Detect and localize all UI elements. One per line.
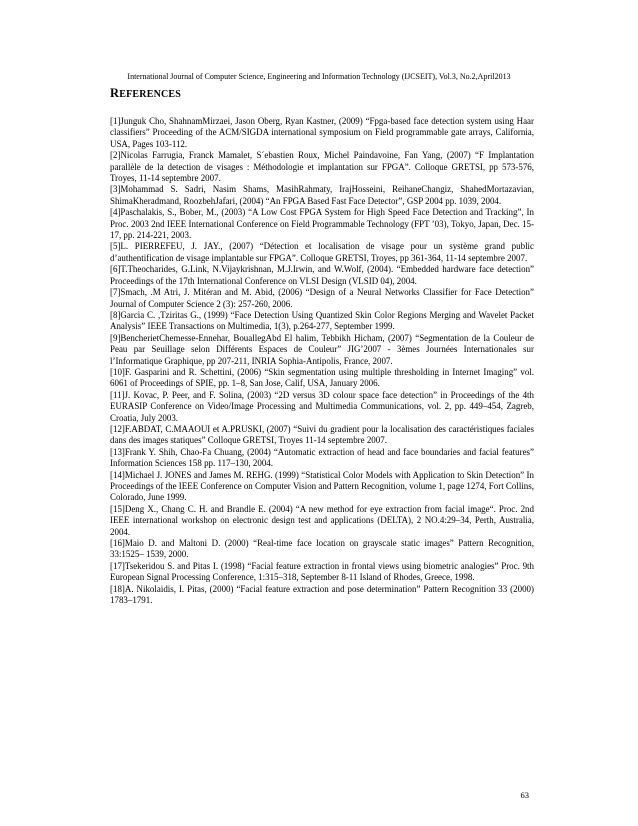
reference-item: [18]A. Nikolaidis, I. Pitas, (2000) “Facial feature extraction and pose determination” Pattern Recognition 33 (2000) 1783–1791. <box>110 583 534 606</box>
section-title-initial: R <box>110 86 120 100</box>
section-title-rest: EFERENCES <box>119 89 182 100</box>
reference-list <box>110 116 534 606</box>
reference-item: [8]Garcia C. ,Tziritas G., (1999) “Face Detection Using Quantized Skin Color Regions Merging and Wavelet Packet Analysis” IEEE Transactions on Multimedia, 1(3), p.264-277, September 1999. <box>110 309 534 332</box>
reference-item: [2]Nicolas Farrugia, Franck Mamalet, S´ebastien Roux, Michel Paindavoine, Fan Yang, (2007) “F Implantation parallèle de la detection de visages : Méthodologie et implantation sur FPGA”. Colloque GRETSI, pp 573-576, Troyes, 11-14 septembre 2007. <box>110 150 534 184</box>
reference-item: [7]Smach, .M Atri, J. Mitéran and M. Abid, (2006) “Design of a Neural Networks Classifier for Face Detection” Journal of Computer Science 2 (3): 257-260, 2006. <box>110 287 534 309</box>
reference-item: [14]Michael J. JONES and James M. REHG. (1999) “Statistical Color Models with Application to Skin Detection” In Proceedings of the IEEE Conference on Computer Vision and Pattern Recognition, volume 1, page 1274, Fort Collins, Colorado, June 1999. <box>110 469 534 503</box>
section-title <box>110 86 181 101</box>
reference-item: [16]Maio D. and Maltoni D. (2000) “Real-time face location on grayscale static images” Pattern Recognition, 33:1525– 1539, 2000. <box>110 538 534 560</box>
reference-item: [5]L. PIERREFEU, J. JAY., (2007) “Détection et localisation de visage pour un système grand public d’authentification de visage implantable sur FPGA”. Colloque GRETSI, Troyes, pp 361-364, 11-14 septembre 2007. <box>110 241 534 263</box>
reference-item: [15]Deng X., Chang C. H. and Brandle E. (2004) “A new method for eye extraction from facial image“. Proc. 2nd IEEE international workshop on electronic design test and applications (DELTA), 2 NO.4:29–34, Perth, Australia, 2004. <box>110 503 534 537</box>
reference-item: [11]J. Kovac, P. Peer, and F. Solina, (2003) “2D versus 3D colour space face detection” in Proceedings of the 4th EURASIP Conference on Video/Image Processing and Multimedia Communications, vol. 2, pp. 449–454, Zagreb, Croatia, July 2003. <box>110 389 534 423</box>
reference-item: [17]Tsekeridou S. and Pitas I. (1998) “Facial feature extraction in frontal views using biometric analogies” Proc. 9th European Signal Processing Conference, 1:315–318, September 8-11 Island of Rhodes, Greece, 1998. <box>110 560 534 583</box>
reference-item: [1]Junguk Cho, ShahnamMirzaei, Jason Oberg, Ryan Kastner, (2009) “Fpga-based face detection system using Haar classifiers” Proceeding of the ACM/SIGDA international symposium on Field programmable gate arrays, California, USA, Pages 103-112. <box>110 116 534 149</box>
running-header: International Journal of Computer Science, Engineering and Information Technology (IJCSEIT), Vol.3, No.2,April2013 <box>127 72 511 81</box>
reference-item: [12]F.ABDAT, C.MAAOUI et A.PRUSKI, (2007) “Suivi du gradient pour la localisation des caractéristiques faciales dans des images statiques” Colloque GRETSI, Troyes 11-14 septembre 2007. <box>110 423 534 446</box>
reference-item: [6]T.Theocharides, G.Link, N.Vijaykrishnan, M.J.Irwin, and W.Wolf, (2004). “Embedded hardware face detection” Proceedings of the 17th International Conference on VLSI Design (VLSID 04), 2004. <box>110 264 534 286</box>
reference-item: [10]F. Gasparini and R. Schettini, (2006) “Skin segmentation using multiple thresholding in Internet Imaging” vol. 6061 of Proceedings of SPIE, pp. 1–8, San Jose, Calif, USA, January 2006. <box>110 366 534 389</box>
page-number: 63 <box>520 790 529 800</box>
reference-item: [9]BencherietChemesse-Ennehar, BouallegAbd El halim, Tebbikh Hicham, (2007) “Segmentation de la Couleur de Peau par Seuillage selon Différents Espaces de Couleur” JIG’2007 - 3èmes Journées Internationales sur l’Informatique Graphique, pp 207-211, INRIA Sophia-Antipolis, France, 2007. <box>110 332 534 366</box>
reference-item: [13]Frank Y. Shih, Chao-Fa Chuang, (2004) “Automatic extraction of head and face boundaries and facial features” Information Sciences 158 pp. 117–130, 2004. <box>110 446 534 469</box>
reference-item: [4]Paschalakis, S., Bober, M., (2003) “A Low Cost FPGA System for High Speed Face Detection and Tracking”, In Proc. 2003 2nd IEEE International Conference on Field Programmable Technology (FPT ’03), Tokyo, Japan, Dec. 15-17, pp. 214-221, 2003. <box>110 207 534 241</box>
reference-item: [3]Mohammad S. Sadri, Nasim Shams, MasihRahmaty, IrajHosseini, ReihaneChangiz, ShahedMortazavian, ShimaKheradmand, RoozbehJafari, (2004) “An FPGA Based Fast Face Detector”, GSP 2004 pp. 1039, 2004. <box>110 184 534 206</box>
